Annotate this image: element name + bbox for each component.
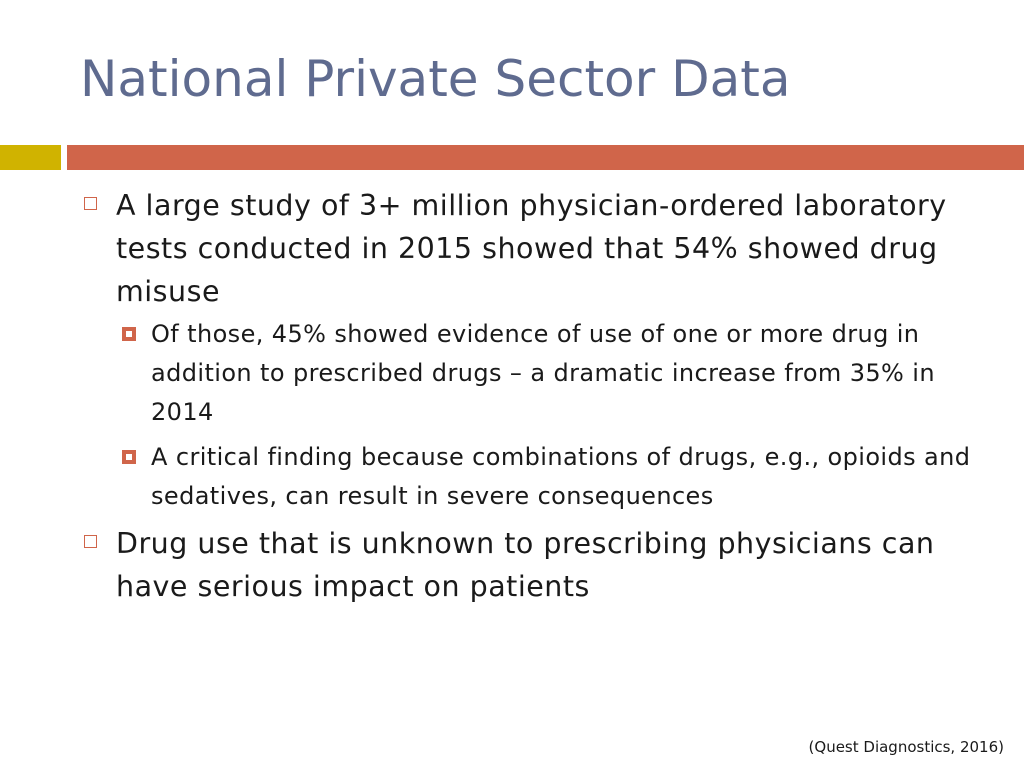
bullet-text: Drug use that is unknown to prescribing physicians can have serious impact on patients bbox=[116, 527, 935, 603]
bullet-item-1 bbox=[84, 184, 984, 313]
hollow-square-bullet-icon bbox=[84, 535, 97, 548]
accent-bar-coral bbox=[67, 145, 1024, 170]
bullet-list bbox=[84, 184, 984, 608]
bullet-text: A large study of 3+ million physician-ordered laboratory tests conducted in 2015 showed that 54% showed drug misuse bbox=[116, 189, 947, 308]
sub-bullet-text: Of those, 45% showed evidence of use of one or more drug in addition to prescribed drugs – a dramatic increase from 35% in 2014 bbox=[151, 320, 935, 426]
sub-bullet-text: A critical finding because combinations of drugs, e.g., opioids and sedatives, can result in severe consequences bbox=[151, 443, 971, 510]
sub-bullet-item-1 bbox=[120, 315, 984, 432]
sub-bullet-item-2 bbox=[120, 438, 984, 516]
square-bullet-icon bbox=[122, 327, 136, 341]
citation: (Quest Diagnostics, 2016) bbox=[808, 738, 1004, 756]
slide-title: National Private Sector Data bbox=[80, 50, 791, 108]
accent-bar-gold bbox=[0, 145, 61, 170]
hollow-square-bullet-icon bbox=[84, 197, 97, 210]
bullet-item-2 bbox=[84, 522, 984, 608]
square-bullet-icon bbox=[122, 450, 136, 464]
